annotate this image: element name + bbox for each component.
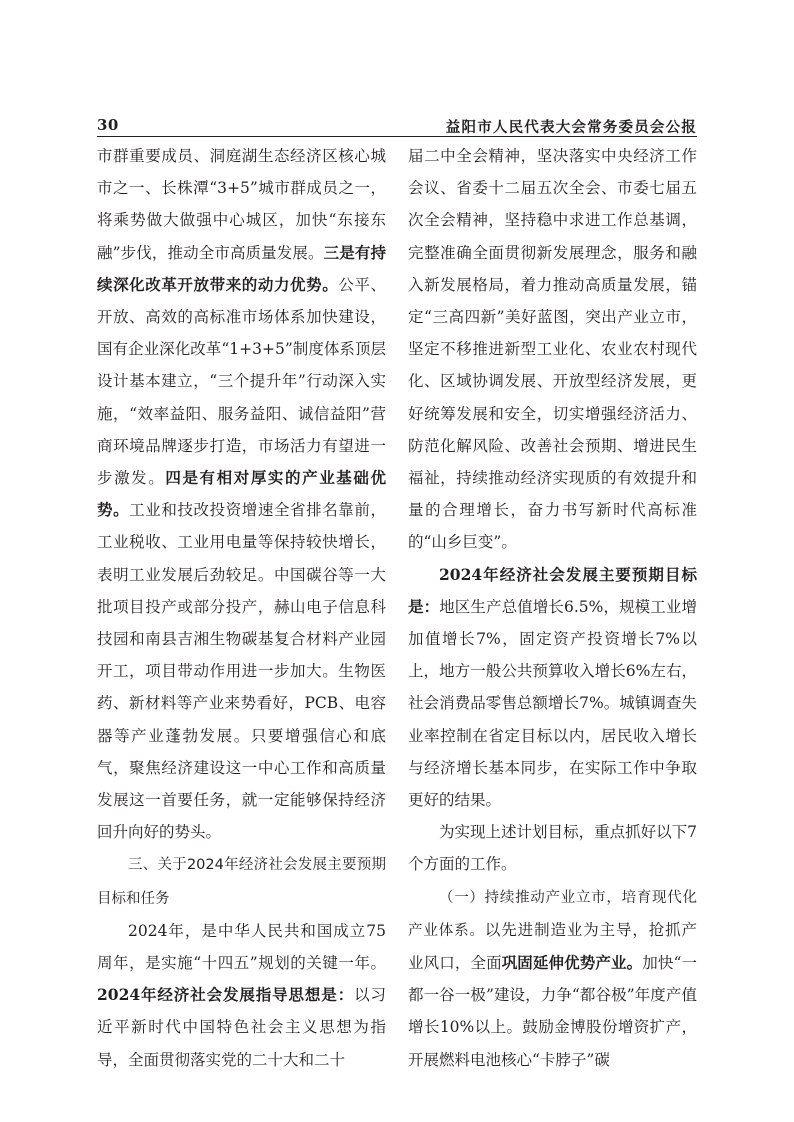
bold-heading: 三是有持续深化改革开放带来的动力优势。 [97,242,386,294]
body-text: 公平、开放、高效的高标准市场体系加快建设，国有企业深化改革“1+3+5”制度体系顶层设计基本建立，“三个提升年”行动深入实施，“效率益阳、服务益阳、诚信益阳”营商环境品牌逐步打造，市场活力有望进一步激发。 [97,275,386,488]
body-text: 以先进制造业为主导，抢抓产业风口，全面 [408,920,698,973]
paragraph [97,915,386,1076]
body-text: 地区生产总值增长6.5%，规模工业增加值增长7%，固定资产投资增长7%以上，地方一般公共预算收入增长6%左右，社会消费品零售总额增长7%。城镇调查失业率控制在省定目标以内，居民收入增长与经济增长基本同步，在实际工作中争取更好的结果。 [408,597,697,810]
left-column [97,140,386,1076]
bold-heading: 2024年经济社会发展指导思想是： [97,985,355,1005]
header-rule [97,136,697,137]
paragraph [408,559,697,817]
page-header [97,114,697,134]
body-text: 加快“一都一谷一极”建设，力争“都谷极”年度产值增长10%以上。鼓励金博股份增资扩产，开展燃料电池核心“卡脖子”碳 [408,954,697,1069]
paragraph [408,881,697,1076]
bold-heading: 四是有相对厚实的产业基础优势。 [97,468,386,520]
journal-title: 益阳市人民代表大会常务委员会公报 [445,119,697,136]
subsection-heading: （一）持续推动产业立市，培育现代化产业体系。 [408,889,697,939]
right-column [408,140,697,1076]
page-number: 30 [97,116,119,134]
paragraph: 为实现上述计划目标，重点抓好以下7个方面的工作。 [408,823,697,874]
bold-heading: 巩固延伸优势产业。 [501,953,643,973]
section-heading: 三、关于2024年经济社会发展主要预期目标和任务 [97,857,386,907]
paragraph [97,140,386,848]
body-text: 2024年，是中华人民共和国成立75周年，是实施“十四五”规划的关键一年。 [97,921,386,973]
body-text: 工业和技改投资增速全省排名靠前，工业税收、工业用电量等保持较快增长，表明工业发展后劲较足。中国碳谷等一大批项目投产或部分投产，赫山电子信息科技园和南县吉湘生物碳基复合材料产业园开工，项目带动作用进一步加大。生物医药、新材料等产业来势看好，PCB、电容器等产业蓬勃发展。只要增强信心和底气，聚焦经济建设这一中心工作和高质量发展这一首要任务，就一定能够保持经济回升向好的势头。 [97,501,386,842]
body-text: 市群重要成员、洞庭湖生态经济区核心城市之一、长株潭“3+5”城市群成员之一，将乘势做大做强中心城区，加快“东接东融”步伐，推动全市高质量发展。 [97,147,386,262]
paragraph: 届二中全会精神，坚决落实中央经济工作会议、省委十二届五次全会、市委七届五次全会精神，坚持稳中求进工作总基调，完整准确全面贯彻新发展理念，服务和融入新发展格局，着力推动高质量发展，锚定“三高四新”美好蓝图，突出产业立市，坚定不移推进新型工业化、农业农村现代化、区域协调发展、开放型经济发展，更好统筹发展和安全，切实增强经济活力、防范化解风险、改善社会预期、增进民生福祉，持续推动经济实现质的有效提升和量的合理增长，奋力书写新时代高标准的“山乡巨变”。 [408,147,697,552]
body-text: 以习近平新时代中国特色社会主义思想为指导，全面贯彻落实党的二十大和二十 [97,986,386,1069]
bold-heading: 2024年经济社会发展主要预期目标是： [408,564,697,616]
